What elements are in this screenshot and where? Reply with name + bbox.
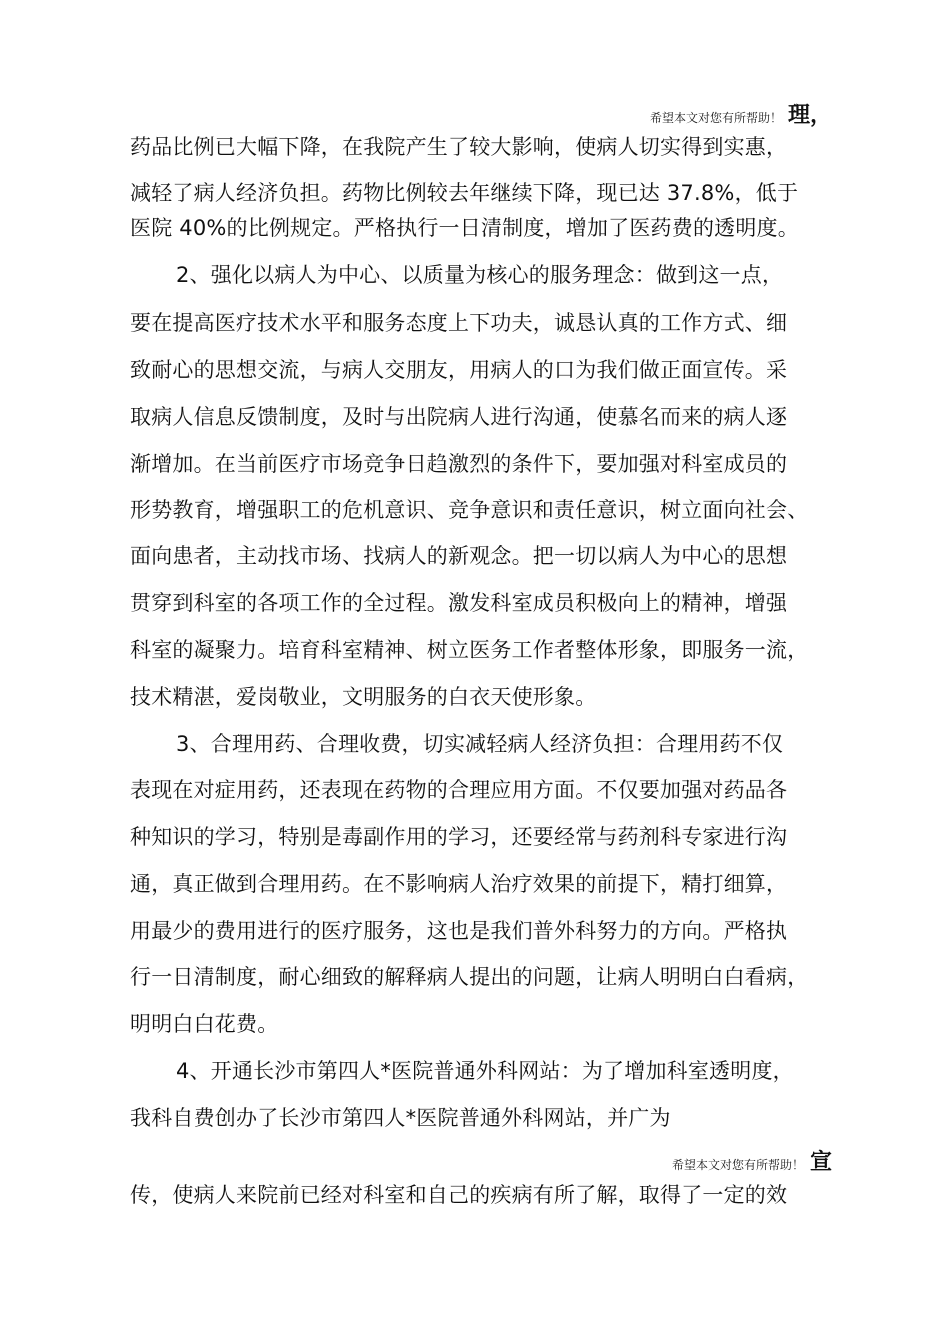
body-line: 形势教育，增强职工的危机意识、竞争意识和责任意识，树立面向社会、 (130, 498, 809, 522)
header-note: 希望本文对您有所帮助！ (671, 1158, 804, 1172)
body-line: 行一日清制度，耐心细致的解释病人提出的问题，让病人明明白白看病， (130, 965, 809, 989)
body-line: 致耐心的思想交流，与病人交朋友，用病人的口为我们做正面宣传。采 (130, 358, 788, 382)
header-trailing-text: 理， (787, 102, 832, 128)
body-line: 通，真正做到合理用药。在不影响病人治疗效果的前提下，精打细算， (130, 872, 788, 896)
body-line: 医院 40%的比例规定。严格执行一日清制度，增加了医药费的透明度。 (130, 216, 799, 240)
body-line: 取病人信息反馈制度，及时与出院病人进行沟通，使慕名而来的病人逐 (130, 405, 788, 429)
body-line: 科室的凝聚力。培育科室精神、树立医务工作者整体形象，即服务一流， (130, 638, 809, 662)
body-line: 要在提高医疗技术水平和服务态度上下功夫，诚恳认真的工作方式、细 (130, 311, 788, 335)
body-line: 面向患者，主动找市场、找病人的新观念。把一切以病人为中心的思想 (130, 544, 788, 568)
body-line: 用最少的费用进行的医疗服务，这也是我们普外科努力的方向。严格执 (130, 919, 788, 943)
header-note: 希望本文对您有所帮助！ (649, 111, 782, 125)
body-line: 表现在对症用药，还表现在药物的合理应用方面。不仅要加强对药品各 (130, 778, 788, 802)
body-line: 技术精湛，爱岗敬业，文明服务的白衣天使形象。 (130, 685, 597, 709)
body-line: 明明白白花费。 (130, 1012, 279, 1036)
body-line: 减轻了病人经济负担。药物比例较去年继续下降，现已达 37.8%，低于 (130, 181, 799, 205)
page-header-1 (650, 98, 832, 129)
paragraph-3-first-line: 3、合理用药、合理收费，切实减轻病人经济负担：合理用药不仅 (176, 732, 784, 756)
body-line: 传，使病人来院前已经对科室和自己的疾病有所了解，取得了一定的效 (130, 1183, 788, 1207)
body-line: 药品比例已大幅下降，在我院产生了较大影响，使病人切实得到实惠， (130, 135, 788, 159)
page-header-2 (672, 1145, 832, 1176)
body-line: 渐增加。在当前医疗市场竞争日趋激烈的条件下，要加强对科室成员的 (130, 452, 788, 476)
body-line: 我科自费创办了长沙市第四人*医院普通外科网站，并广为 (130, 1106, 671, 1130)
body-line: 种知识的学习，特别是毒副作用的学习，还要经常与药剂科专家进行沟 (130, 825, 788, 849)
body-line: 贯穿到科室的各项工作的全过程。激发科室成员积极向上的精神，增强 (130, 591, 788, 615)
header-trailing-text: 宣 (809, 1149, 832, 1175)
paragraph-2-first-line: 2、强化以病人为中心、以质量为核心的服务理念：做到这一点， (176, 263, 784, 287)
paragraph-4-first-line: 4、开通长沙市第四人*医院普通外科网站：为了增加科室透明度， (176, 1059, 794, 1083)
